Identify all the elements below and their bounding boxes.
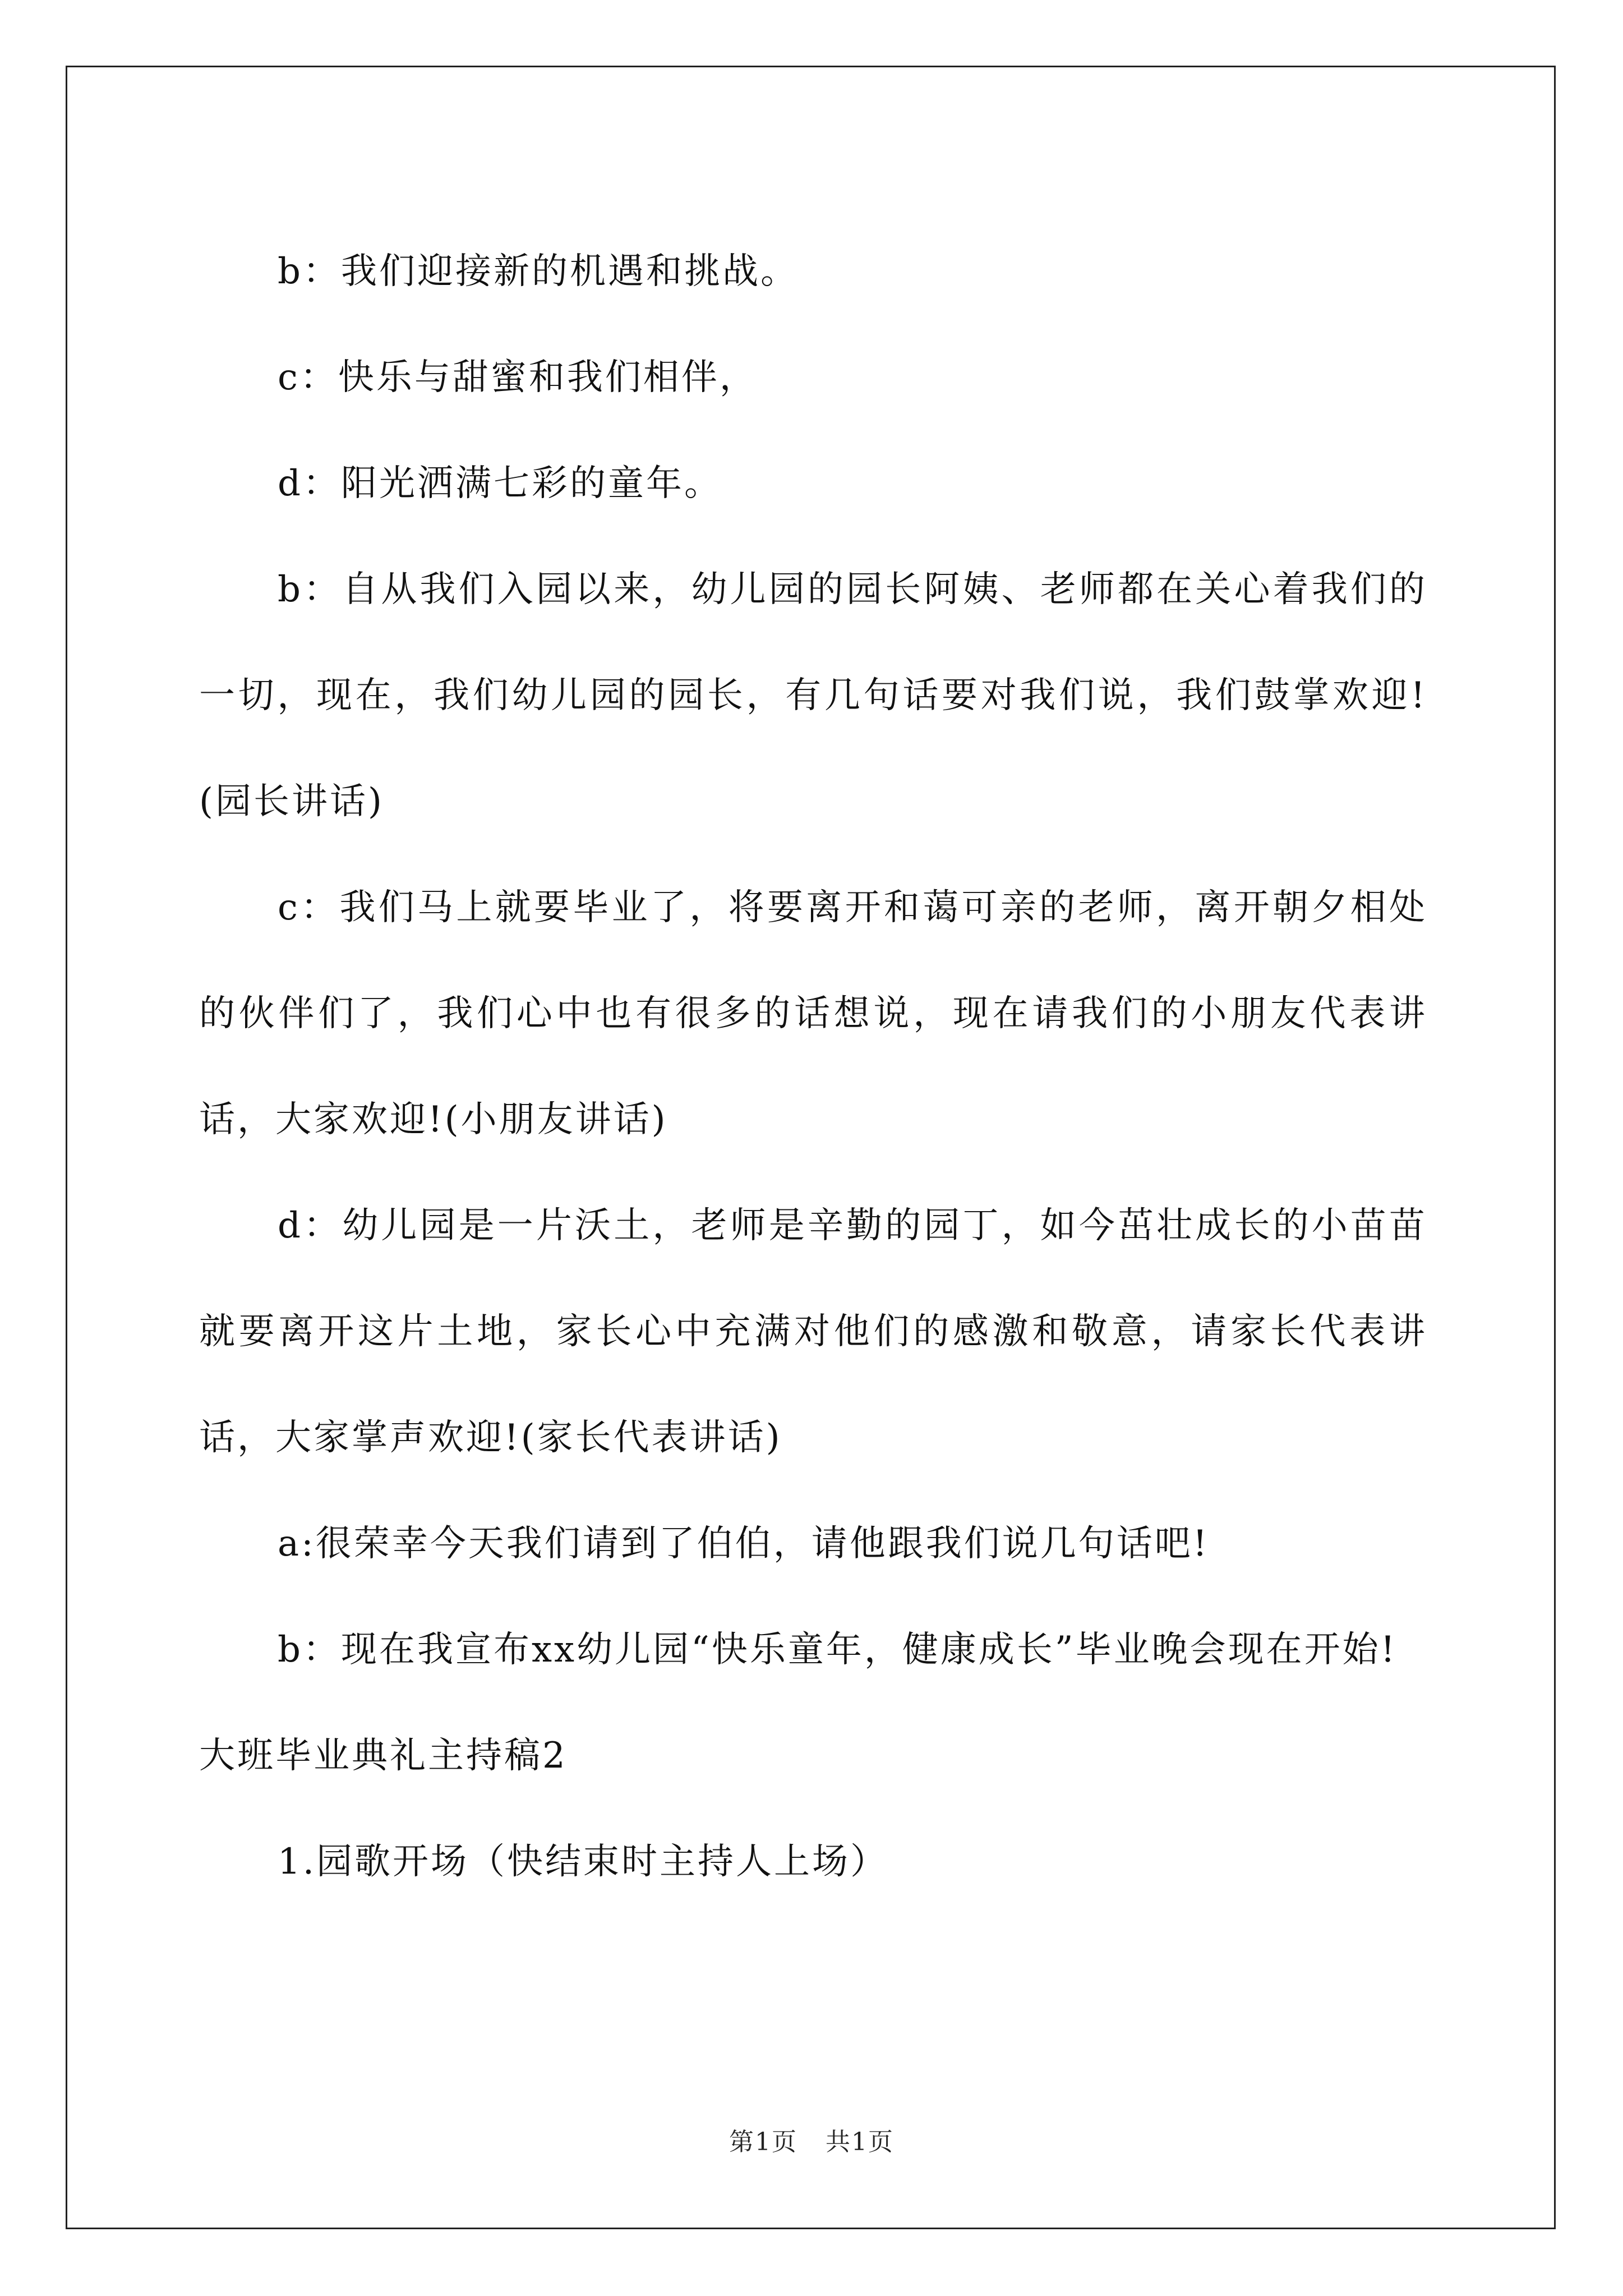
document-body	[199, 219, 1427, 1915]
paragraph: b：自从我们入园以来，幼儿园的园长阿姨、老师都在关心着我们的一切，现在，我们幼儿园的园长，有几句话要对我们说，我们鼓掌欢迎!(园长讲话)	[199, 569, 1427, 822]
paragraph: b：我们迎接新的机遇和挑战。	[278, 251, 799, 292]
paragraph: d：幼儿园是一片沃土，老师是辛勤的园丁，如今茁壮成长的小苗苗就要离开这片土地，家长心中充满对他们的感激和敬意，请家长代表讲话，大家掌声欢迎!(家长代表讲话)	[199, 1205, 1427, 1458]
paragraph: c：我们马上就要毕业了，将要离开和蔼可亲的老师，离开朝夕相处的伙伴们了，我们心中也有很多的话想说，现在请我们的小朋友代表讲话，大家欢迎!(小朋友讲话)	[199, 887, 1427, 1140]
paragraph: d：阳光洒满七彩的童年。	[278, 463, 722, 504]
page-footer	[0, 2122, 1623, 2157]
page-number-current: 第1页	[729, 2128, 797, 2156]
paragraph: b：现在我宣布xx幼儿园“快乐童年，健康成长”毕业晚会现在开始!	[278, 1629, 1398, 1671]
page-number-total: 共1页	[826, 2128, 894, 2156]
paragraph: c：快乐与甜蜜和我们相伴，	[278, 357, 758, 398]
paragraph: a:很荣幸今天我们请到了伯伯，请他跟我们说几句话吧!	[278, 1523, 1210, 1565]
section-heading: 大班毕业典礼主持稿2	[199, 1735, 568, 1777]
section-item: 1.园歌开场（快结束时主持人上场）	[278, 1841, 889, 1883]
